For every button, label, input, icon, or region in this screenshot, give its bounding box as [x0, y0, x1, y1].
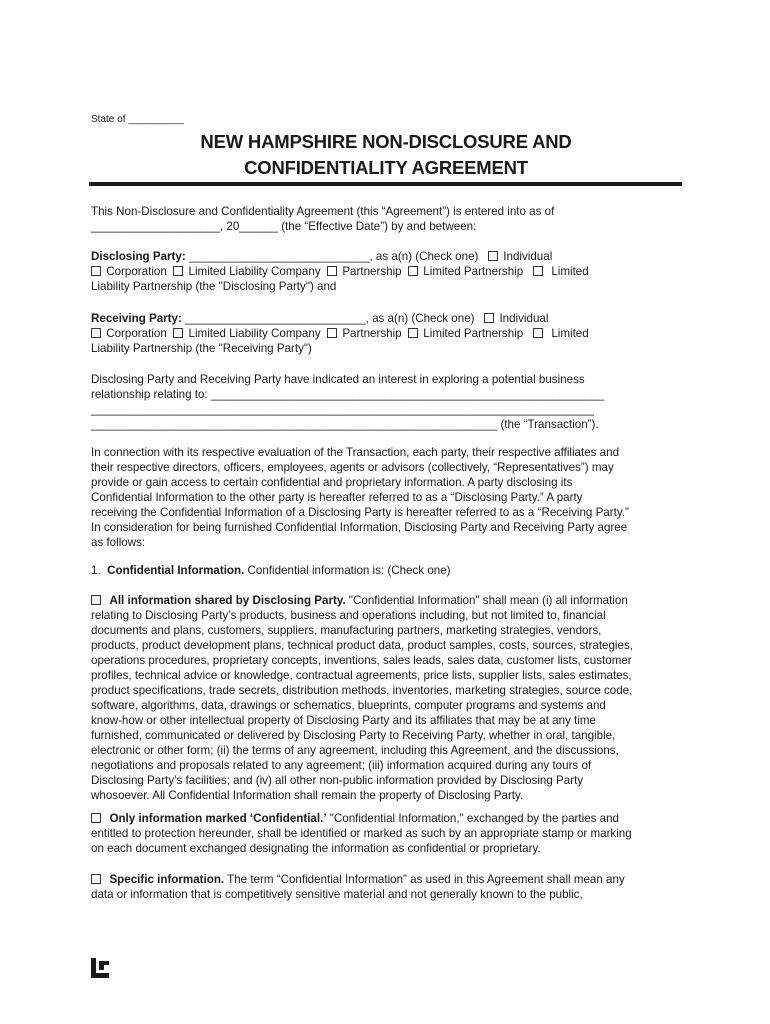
checkbox-corporation[interactable] [91, 266, 101, 276]
option-line: data or information that is competitively sensitive material and not generally known to the public, [91, 888, 583, 901]
disclosing-party-block [91, 249, 683, 294]
title-line-1: NEW HAMPSHIRE NON-DISCLOSURE AND [200, 131, 572, 152]
brand-logo-icon [91, 958, 109, 978]
interest-line: Disclosing Party and Receiving Party have indicated an interest in exploring a potential business [91, 373, 585, 386]
receiving-party-block [91, 311, 683, 356]
section-number: 1. [91, 564, 101, 577]
option-partnership: Partnership [342, 265, 402, 278]
interest-line: relationship relating to: _____________________________________________________________ [91, 388, 605, 401]
connection-line: their respective directors, officers, employees, agents or advisors (collectively, “Representatives”) may [91, 461, 614, 474]
option-line: documents and plans, customers, suppliers, manufacturing partners, marketing strategies, vendors, [91, 624, 602, 637]
receiving-party-definition: Liability Partnership (the "Receiving Party") [91, 342, 312, 355]
section-1-heading [91, 563, 683, 578]
interest-line: ______________________________________________________________________________ [91, 403, 594, 416]
disclosing-party-definition: Liability Partnership (the "Disclosing Party") and [91, 280, 337, 293]
connection-line: receiving the Confidential Information of a Disclosing Party is hereafter referred to as a “Receiving Party.” [91, 506, 629, 519]
checkbox-partnership[interactable] [327, 328, 337, 338]
option-line: negotiations and proposals related to any agreement; (iii) information acquired during any tours of [91, 759, 592, 772]
option-line: software, algorithms, data, drawings or schematics, blueprints, computer programs and systems and [91, 699, 606, 712]
intro-line: ____________________, 20______ (the “Effective Date”) by and between: [91, 220, 477, 233]
option-all-information [91, 593, 683, 803]
checkbox-llp[interactable] [533, 266, 543, 276]
option-line: operations procedures, proprietary concepts, inventions, sales leads, sales data, customer lists, customer [91, 654, 632, 667]
option-limited: Limited [551, 265, 589, 278]
checkbox-llc[interactable] [173, 266, 183, 276]
checkbox-marked-confidential[interactable] [91, 813, 101, 823]
option-line: Disclosing Party’s facilities; and (iv) all other non-public information provided by Disclosing Party [91, 774, 584, 787]
checkbox-corporation[interactable] [91, 328, 101, 338]
option-title: Specific information. [109, 873, 225, 886]
connection-line: provide or gain access to certain confidential and proprietary information. A party disclosing its [91, 476, 573, 489]
connection-paragraph [91, 445, 683, 550]
option-individual: Individual [499, 312, 549, 325]
connection-line: In connection with its respective evaluation of the Transaction, each party, their respective affiliates and [91, 446, 620, 459]
interest-paragraph [91, 372, 683, 432]
option-line: furnished, communicated or delivered by Disclosing Party to Receiving Party, whether in oral, tangible, [91, 729, 616, 742]
checkbox-llc[interactable] [173, 328, 183, 338]
option-marked-confidential [91, 811, 683, 856]
option-lp: Limited Partnership [423, 327, 524, 340]
intro-line: This Non-Disclosure and Confidentiality Agreement (this “Agreement”) is entered into as of [91, 205, 555, 218]
option-text: "Confidential Information," exchanged by the parties and [326, 812, 620, 825]
title-line-2: CONFIDENTIALITY AGREEMENT [244, 157, 528, 178]
state-line: State of __________ [91, 114, 184, 125]
option-line: on each document exchanged designating the information as confidential or proprietary. [91, 842, 541, 855]
option-line: products, product development plans, technical product data, product samples, costs, sources, strategies, [91, 639, 633, 652]
checkbox-lp[interactable] [408, 328, 418, 338]
receiving-party-label: Receiving Party: [91, 312, 182, 325]
option-partnership: Partnership [342, 327, 402, 340]
option-line: electronic or other form; (ii) the terms of any agreement, including this Agreement, and the discussions, [91, 744, 619, 757]
option-lp: Limited Partnership [423, 265, 524, 278]
disclosing-party-blank: ____________________________, as a(n) (Check one) [185, 250, 479, 263]
option-corporation: Corporation [106, 265, 167, 278]
checkbox-llp[interactable] [533, 328, 543, 338]
connection-line: Confidential Information to the other party is hereafter referred to as a “Disclosing Party.” A party [91, 491, 583, 504]
connection-line: as follows: [91, 536, 146, 549]
option-individual: Individual [503, 250, 553, 263]
interest-line: _______________________________________________________________ (the “Transaction”). [91, 418, 599, 431]
option-line: know-how or other intellectual property of Disclosing Party and its affiliates that may be at any time [91, 714, 597, 727]
title-divider [89, 182, 682, 186]
option-specific-information [91, 872, 683, 902]
option-line: relating to Disclosing Party’s products, business and operations including, but not limited to, financial [91, 609, 606, 622]
section-text: Confidential information is: (Check one) [244, 564, 451, 577]
option-limited: Limited [551, 327, 589, 340]
option-llc: Limited Liability Company [188, 265, 321, 278]
section-title: Confidential Information. [107, 564, 245, 577]
option-text: The term “Confidential Information” as used in this Agreement shall mean any [224, 873, 625, 886]
document-title [91, 129, 681, 181]
option-line: profiles, technical advice or knowledge, contractual agreements, price lists, supplier lists, sales estimates, [91, 669, 632, 682]
option-line: whosoever. All Confidential Information shall remain the property of Disclosing Party. [91, 789, 524, 802]
checkbox-individual[interactable] [488, 251, 498, 261]
option-title: All information shared by Disclosing Party. [109, 594, 346, 607]
option-llc: Limited Liability Company [188, 327, 321, 340]
intro-paragraph [91, 204, 683, 234]
connection-line: In consideration for being furnished Confidential Information, Disclosing Party and Receiving Party agree [91, 521, 628, 534]
option-line: entitled to protection hereunder, shall be identified or marked as such by an appropriate stamp or marking [91, 827, 632, 840]
receiving-party-blank: ____________________________, as a(n) (Check one) [181, 312, 475, 325]
checkbox-individual[interactable] [484, 313, 494, 323]
option-text: "Confidential Information" shall mean (i) all information [345, 594, 628, 607]
option-corporation: Corporation [106, 327, 167, 340]
option-line: product specifications, trade secrets, distribution methods, inventories, marketing strategies, source code, [91, 684, 633, 697]
checkbox-lp[interactable] [408, 266, 418, 276]
checkbox-specific-information[interactable] [91, 874, 101, 884]
disclosing-party-label: Disclosing Party: [91, 250, 186, 263]
checkbox-partnership[interactable] [327, 266, 337, 276]
option-title: Only information marked ‘Confidential.’ [109, 812, 327, 825]
checkbox-all-information[interactable] [91, 595, 101, 605]
